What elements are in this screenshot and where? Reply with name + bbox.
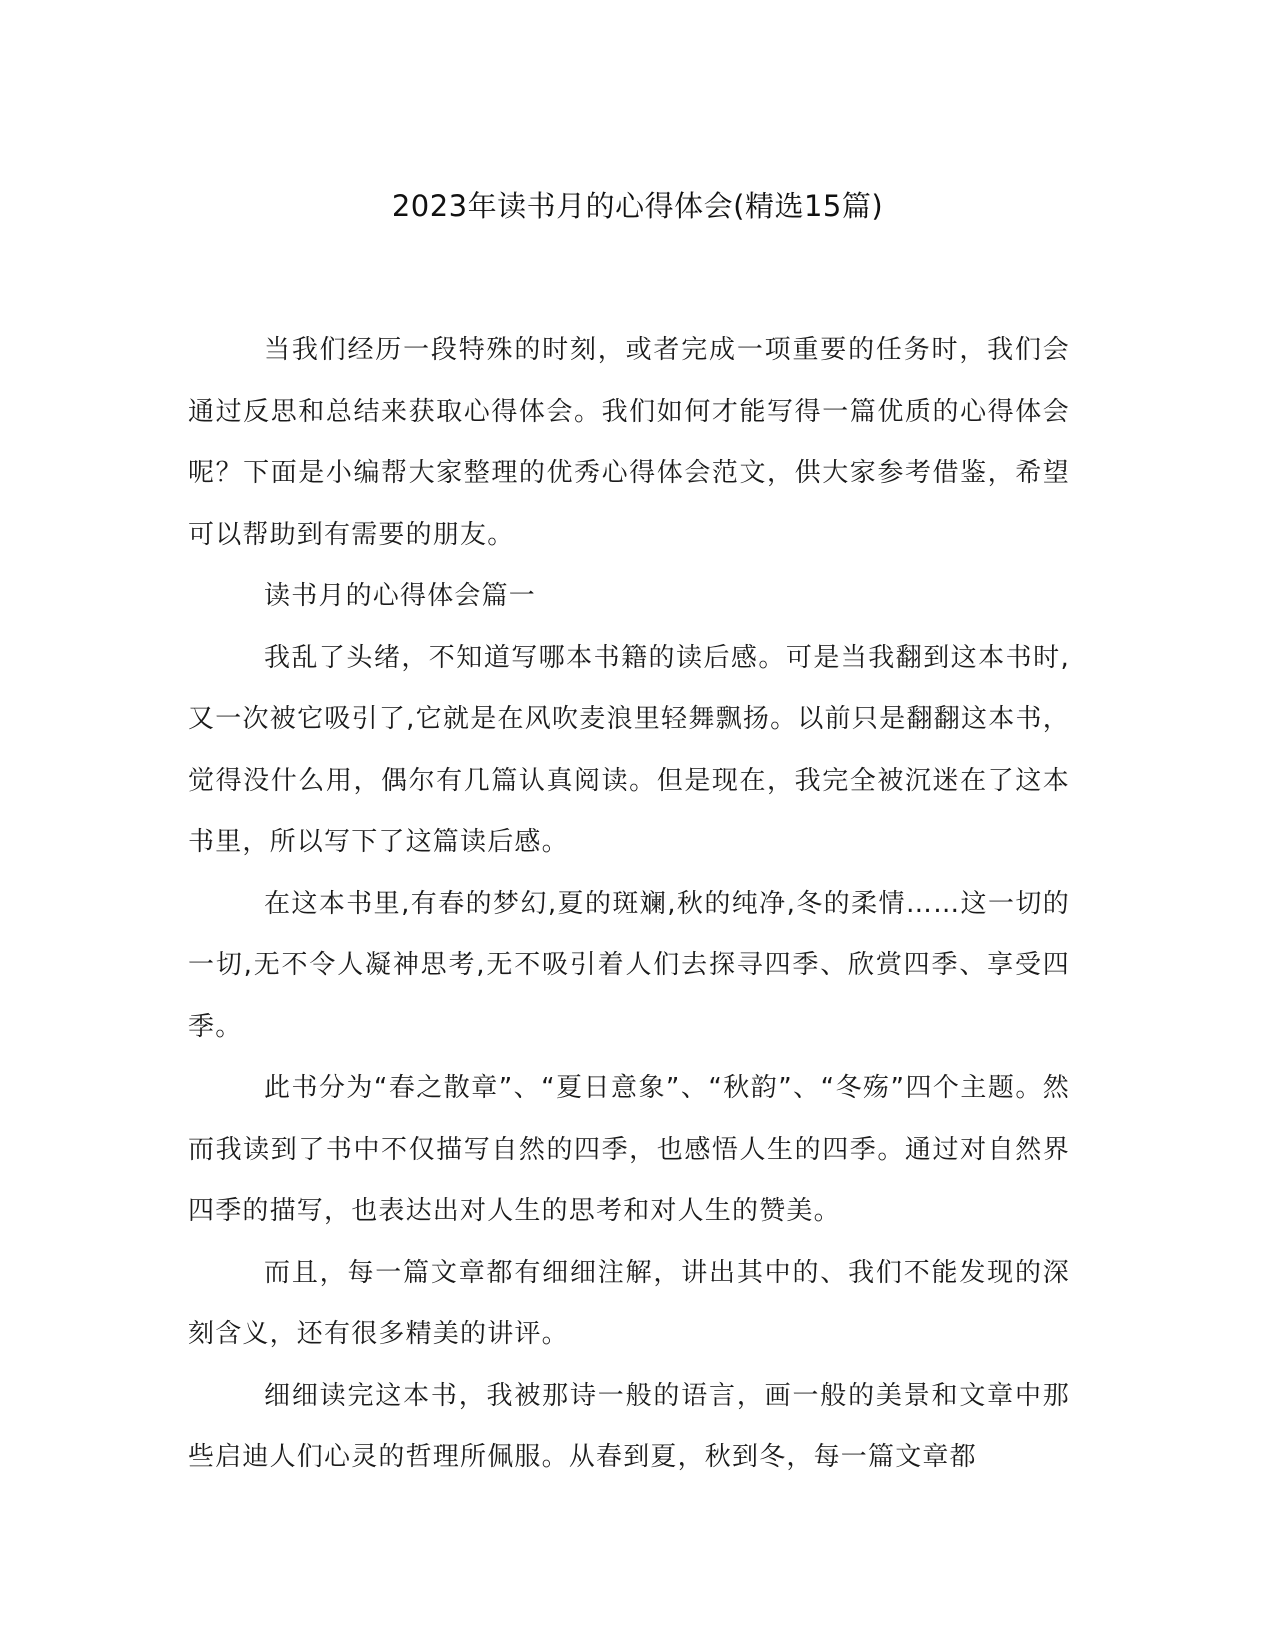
body-paragraph: 此书分为“春之散章”、“夏日意象”、“秋韵”、“冬殇”四个主题。然而我读到了书中不仅描写自然的四季，也感悟人生的四季。通过对自然界四季的描写，也表达出对人生的思考和对人生的赞美。 [188,1073,1070,1226]
body-paragraph: 在这本书里,有春的梦幻,夏的斑斓,秋的纯净,冬的柔情……这一切的一切,无不令人凝神思考,无不吸引着人们去探寻四季、欣赏四季、享受四季。 [188,888,1070,1042]
body-paragraph: 我乱了头绪，不知道写哪本书籍的读后感。可是当我翻到这本书时,又一次被它吸引了,它就是在风吹麦浪里轻舞飘扬。以前只是翻翻这本书，觉得没什么用，偶尔有几篇认真阅读。但是现在，我完全被沉迷在了这本书里，所以写下了这篇读后感。 [188,642,1070,857]
document-body [188,320,1070,1489]
body-paragraph: 而且，每一篇文章都有细细注解，讲出其中的、我们不能发现的深刻含义，还有很多精美的讲评。 [188,1257,1070,1349]
intro-paragraph: 当我们经历一段特殊的时刻，或者完成一项重要的任务时，我们会通过反思和总结来获取心得体会。我们如何才能写得一篇优质的心得体会呢？下面是小编帮大家整理的优秀心得体会范文，供大家参考借鉴，希望可以帮助到有需要的朋友。 [188,335,1070,550]
body-paragraph: 细细读完这本书，我被那诗一般的语言，画一般的美景和文章中那些启迪人们心灵的哲理所佩服。从春到夏，秋到冬，每一篇文章都 [188,1380,1070,1472]
document-title: 2023年读书月的心得体会(精选15篇) [391,189,884,223]
section-heading: 读书月的心得体会篇一 [264,581,537,611]
